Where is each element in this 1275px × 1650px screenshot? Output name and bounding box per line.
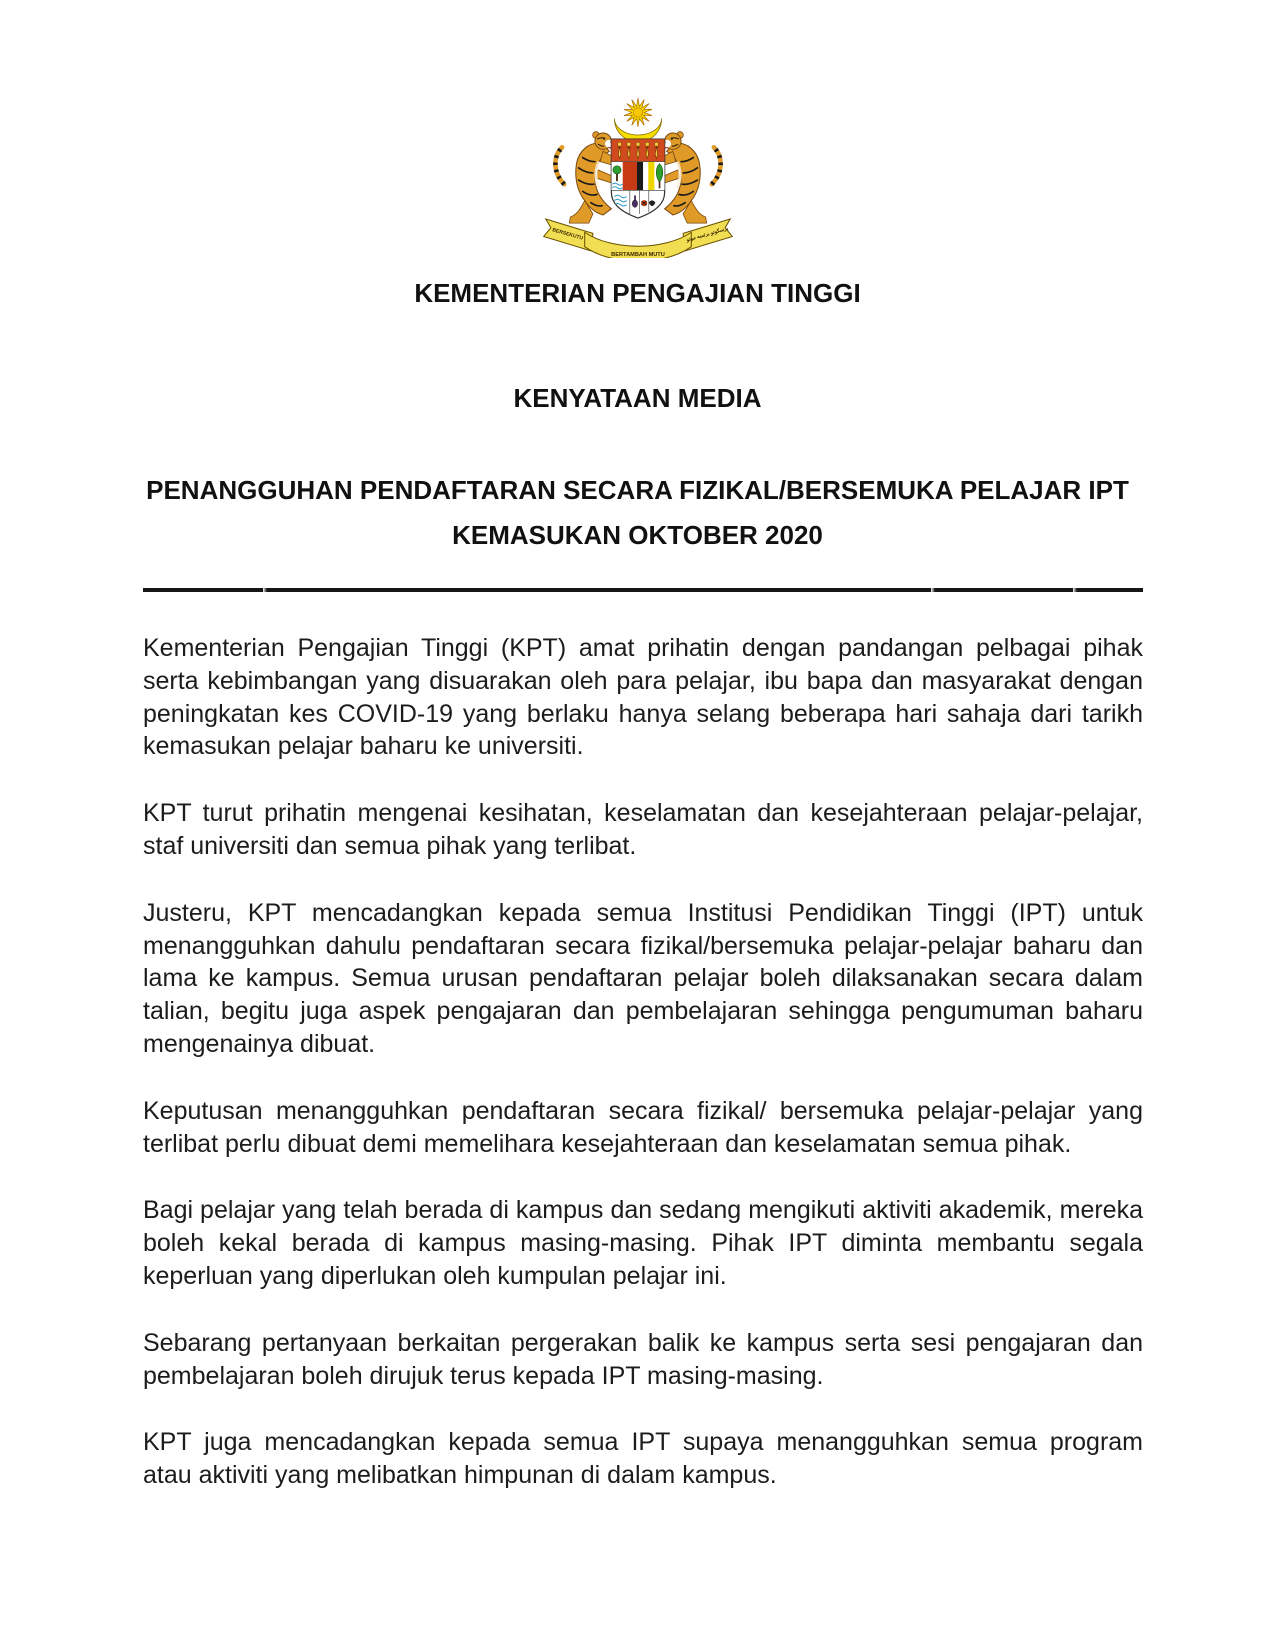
body-text bbox=[143, 632, 1143, 1492]
paragraph: KPT turut prihatin mengenai kesihatan, keselamatan dan kesejahteraan pelajar-pelajar, staf universiti dan semua pihak yang terlibat. bbox=[143, 799, 1143, 860]
shield-icon bbox=[611, 139, 664, 218]
paragraph: Justeru, KPT mencadangkan kepada semua Institusi Pendidikan Tinggi (IPT) untuk menangguhkan dahulu pendaftaran secara fizikal/bersemuka pelajar-pelajar baharu dan lama ke kampus. Semua urusan pendaftaran pelajar boleh dilaksanakan secara dalam talian, begitu juga aspek pengajaran dan pembelajaran sehingga pengumuman baharu mengenainya dibuat. bbox=[143, 898, 1143, 1058]
paragraph: KPT juga mencadangkan kepada semua IPT supaya menangguhkan semua program atau aktiviti yang melibatkan himpunan di dalam kampus. bbox=[143, 1428, 1143, 1490]
malaysia-coat-of-arms-logo bbox=[535, 94, 741, 258]
motto-center-text: BERTAMBAH MUTU bbox=[610, 251, 665, 258]
document-title bbox=[0, 468, 1275, 558]
tiger-left-icon bbox=[555, 132, 614, 223]
motto-right-jawi-text: برسكوتو برتمبه موتو bbox=[685, 225, 729, 244]
motto-banner-icon bbox=[543, 219, 732, 258]
title-line-2: KEMASUKAN OKTOBER 2020 bbox=[452, 520, 823, 550]
ministry-name: KEMENTERIAN PENGAJIAN TINGGI bbox=[414, 278, 861, 308]
statement-type-heading: KENYATAAN MEDIA bbox=[513, 383, 762, 413]
paragraph: Keputusan menangguhkan pendaftaran secara fizikal/ bersemuka pelajar-pelajar yang terlibat perlu dibuat demi memelihara kesejahteraan dan keselamatan semua pihak. bbox=[143, 1096, 1143, 1158]
paragraph: Bagi pelajar yang telah berada di kampus dan sedang mengikuti aktiviti akademik, mereka boleh kekal berada di kampus masing-masing. Pihak IPT diminta membantu segala keperluan yang diperlukan oleh kumpulan pelajar ini. bbox=[143, 1196, 1143, 1290]
motto-left-text: BERSEKUTU bbox=[550, 227, 584, 242]
tiger-right-icon bbox=[661, 132, 720, 223]
horizontal-rule bbox=[143, 588, 1143, 592]
paragraph: Kementerian Pengajian Tinggi (KPT) amat prihatin dengan pandangan pelbagai pihak serta kebimbangan yang disuarakan oleh para pelajar, ibu bapa dan masyarakat dengan peningkatan kes COVID-19 yang berlaku hanya selang beberapa hari sahaja dari tarikh kemasukan pelajar baharu ke universiti. bbox=[143, 634, 1143, 761]
title-line-1: PENANGGUHAN PENDAFTARAN SECARA FIZIKAL/BERSEMUKA PELAJAR IPT bbox=[146, 475, 1129, 505]
federal-star-icon bbox=[623, 98, 651, 127]
paragraph: Sebarang pertanyaan berkaitan pergerakan balik ke kampus serta sesi pengajaran dan pembelajaran boleh dirujuk terus kepada IPT masing-masing. bbox=[143, 1328, 1143, 1390]
